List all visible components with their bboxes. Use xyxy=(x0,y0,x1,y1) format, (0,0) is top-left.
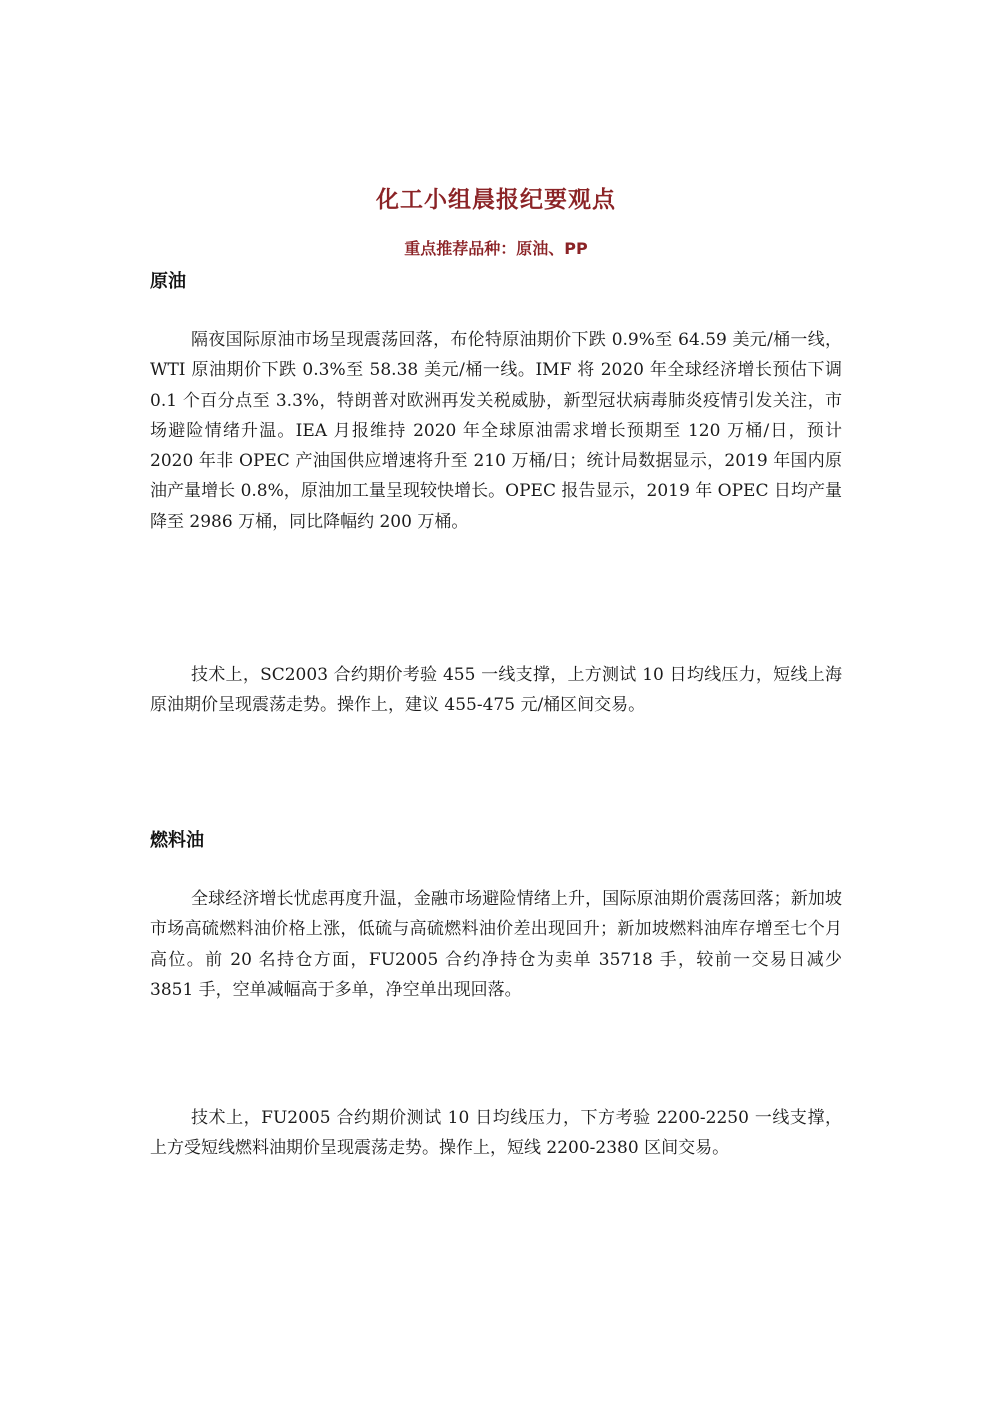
section-heading-crude-oil: 原油 xyxy=(150,271,186,292)
fuel-oil-fundamentals-paragraph: 全球经济增长忧虑再度升温，金融市场避险情绪上升，国际原油期价震荡回落；新加坡市场高硫燃料油价格上涨，低硫与高硫燃料油价差出现回升；新加坡燃料油库存增至七个月高位。前 20 名持仓方面，FU2005 合约净持仓为卖单 35718 手，较前一交易日减少 3851 手，空单减幅高于多单，净空单出现回落。 xyxy=(150,889,842,1000)
crude-oil-technical-paragraph: 技术上，SC2003 合约期价考验 455 一线支撑，上方测试 10 日均线压力，短线上海原油期价呈现震荡走势。操作上，建议 455-475 元/桶区间交易。 xyxy=(150,665,842,716)
crude-oil-fundamentals-paragraph: 隔夜国际原油市场呈现震荡回落，布伦特原油期价下跌 0.9%至 64.59 美元/桶一线，WTI 原油期价下跌 0.3%至 58.38 美元/桶一线。IMF 将 2020 年全球经济增长预估下调 0.1 个百分点至 3.3%，特朗普对欧洲再发关税威胁，新型冠状病毒肺炎疫情引发关注，市场避险情绪升温。IEA 月报维持 2020 年全球原油需求增长预期至 120 万桶/日，预计 2020 年非 OPEC 产油国供应增速将升至 210 万桶/日；统计局数据显示，2019 年国内原油产量增长 0.8%，原油加工量呈现较快增长。OPEC 报告显示，2019 年 OPEC 日均产量降至 2986 万桶，同比降幅约 200 万桶。 xyxy=(150,330,842,532)
section-heading-fuel-oil: 燃料油 xyxy=(150,830,204,851)
document-title: 化工小组晨报纪要观点 xyxy=(376,187,616,213)
recommended-varieties: 重点推荐品种：原油、PP xyxy=(404,239,588,258)
fuel-oil-technical-paragraph: 技术上，FU2005 合约期价测试 10 日均线压力，下方考验 2200-2250 一线支撑，上方受短线燃料油期价呈现震荡走势。操作上，短线 2200-2380 区间交易。 xyxy=(150,1108,842,1159)
